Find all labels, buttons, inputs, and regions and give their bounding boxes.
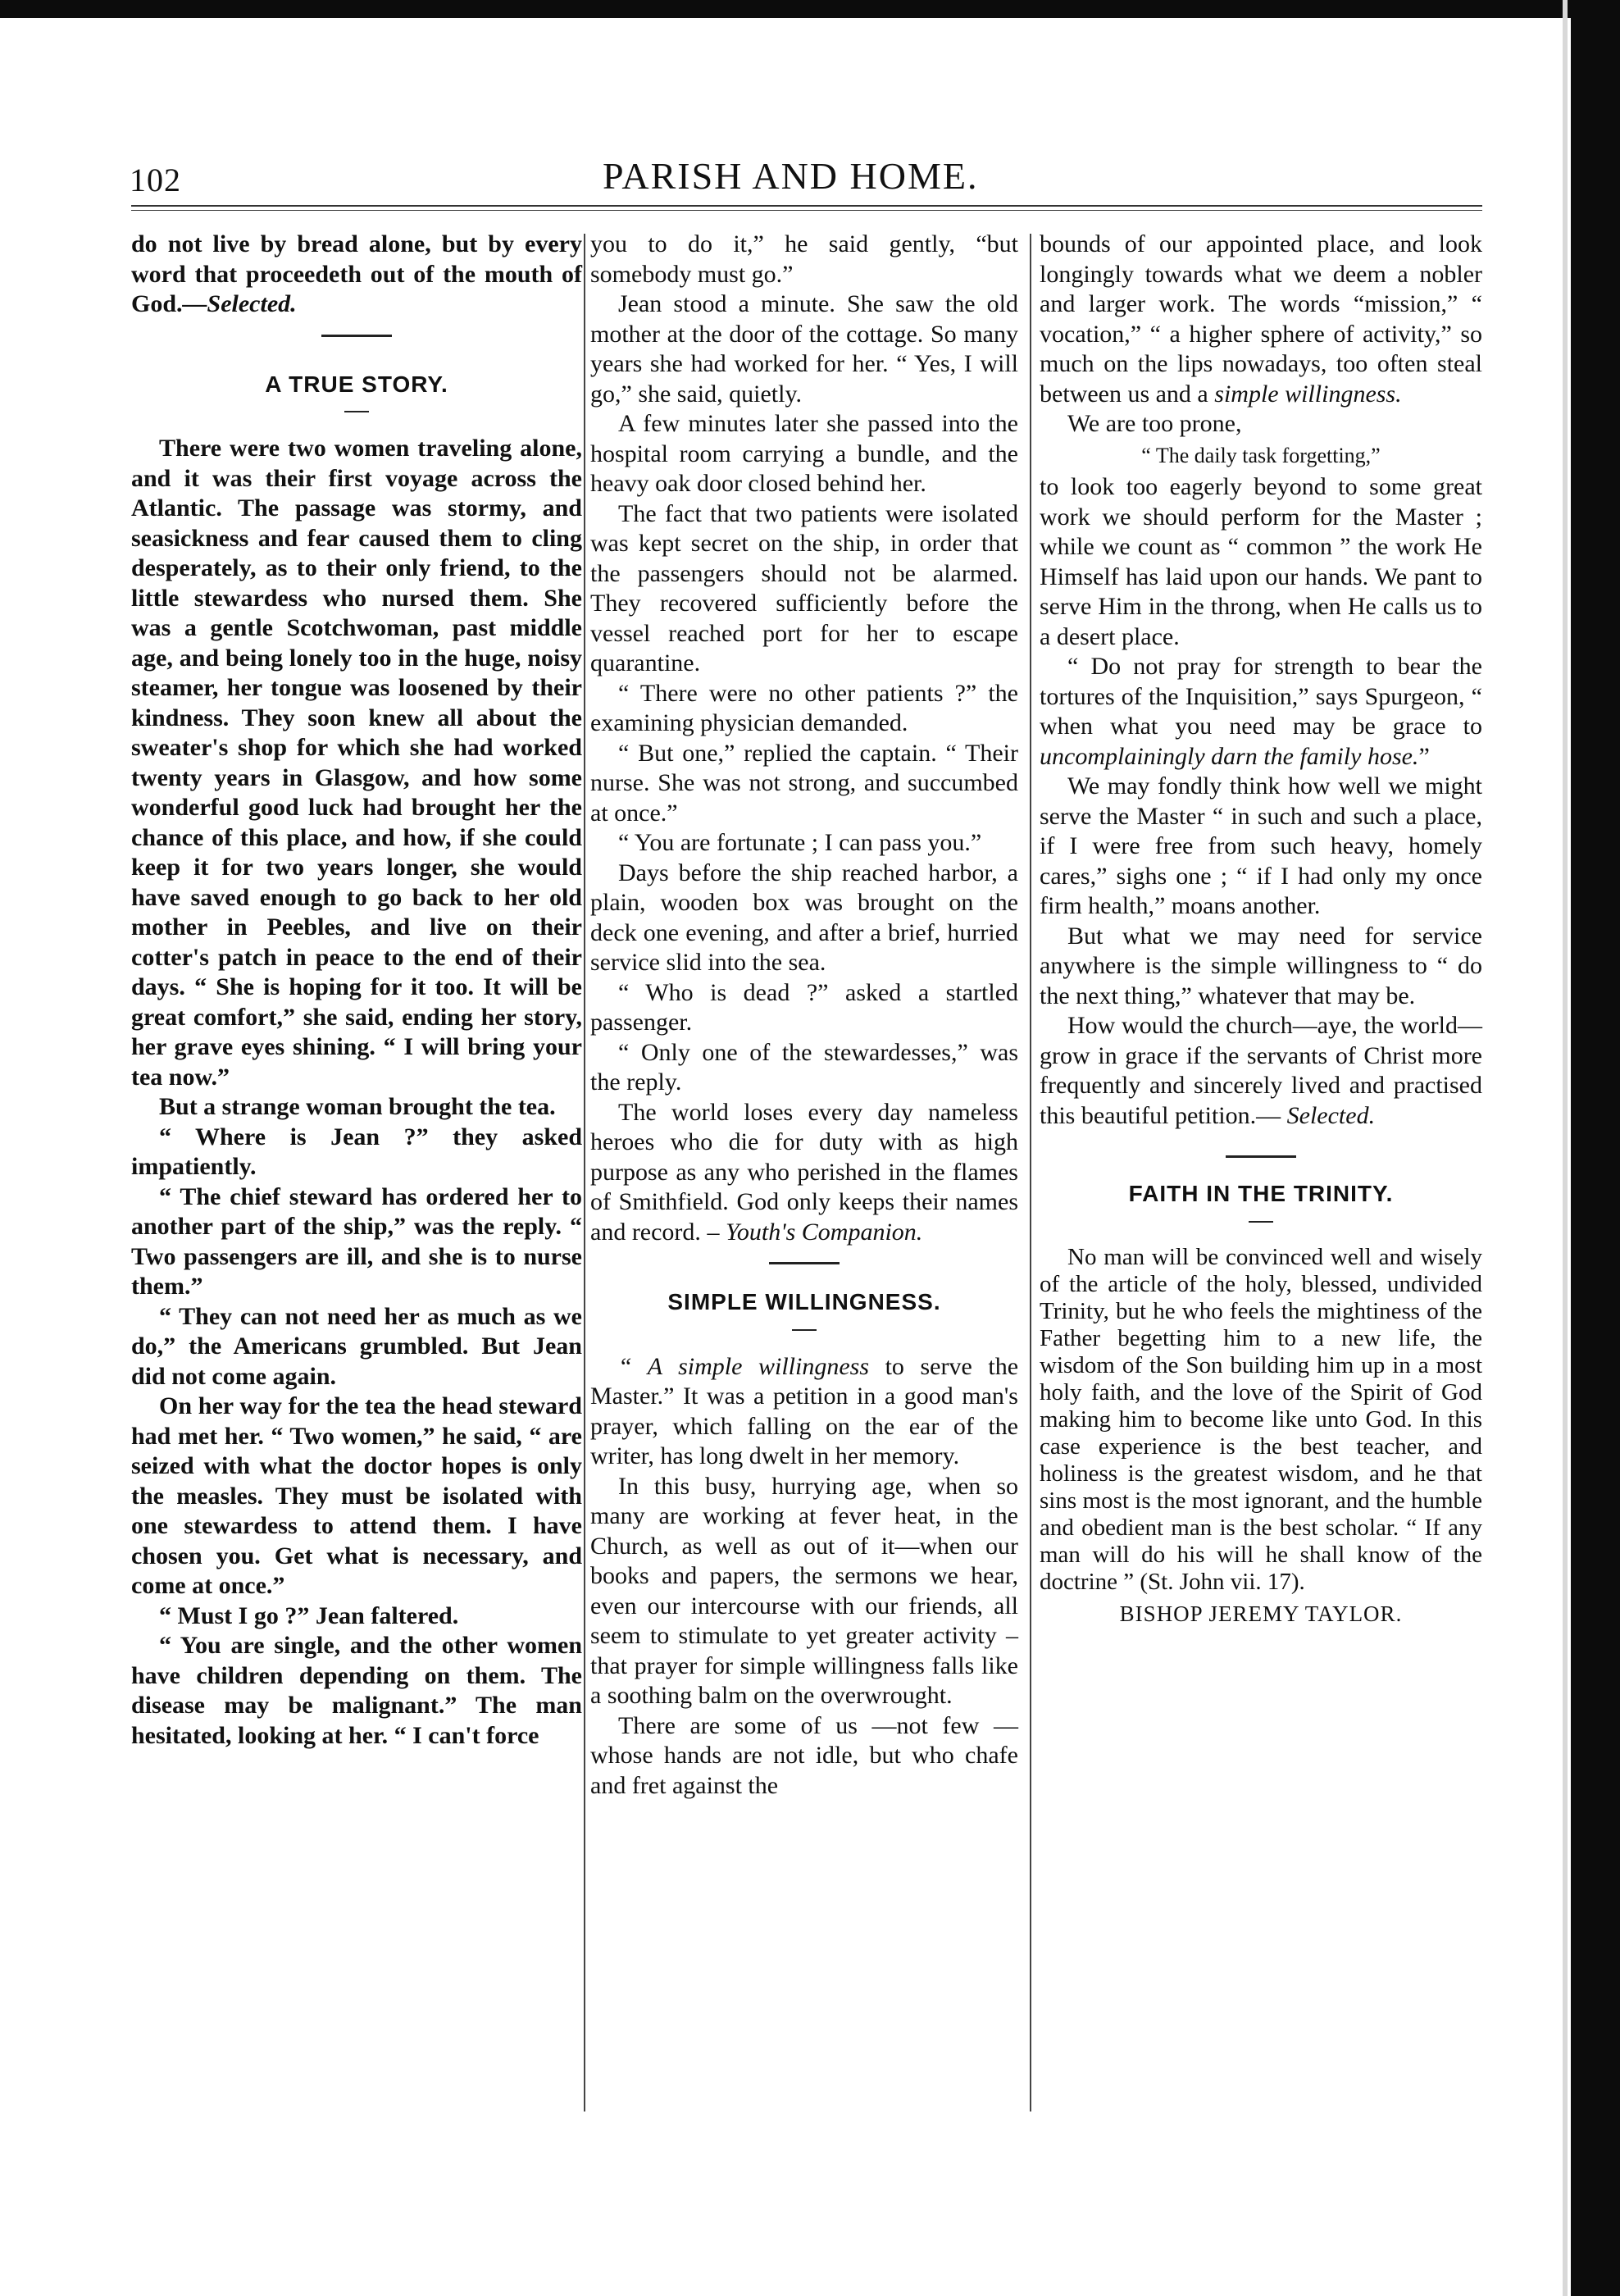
paragraph-text: The world loses every day nameless heroes who die for duty with as high purpose as any who perished in the flames of Smithfield. God only keeps their names and record. [590, 1098, 1018, 1246]
column-3 [1040, 230, 1482, 1629]
intro-text: do not live by bread alone, but by every word that proceedeth out of the mouth of God. [131, 230, 582, 317]
paragraph-text: “ Do not pray for strength to bear the tortures of the Inquisition,” says Spurgeon, “ when what you need may be grace to [1040, 653, 1482, 740]
section-divider [1226, 1155, 1296, 1158]
source-credit: Selected. [1286, 1101, 1376, 1129]
italic-phrase: simple willingness. [1214, 380, 1402, 408]
paragraph: “ Must I go ?” Jean faltered. [159, 1601, 459, 1629]
intro-credit: —Selected. [182, 290, 297, 317]
paragraph: you to do it,” he said gently, “but somebody must go.” [590, 230, 1018, 288]
scan-border-right [1571, 0, 1620, 2296]
paragraph: We may fondly think how well we might serve the Master “ in such and such a place, if I were free from such heavy, homely cares,” sighs one ; “ if I had only my once firm health,” moans another. [1040, 772, 1482, 919]
paragraph [590, 1352, 1018, 1472]
paragraph [1040, 230, 1482, 409]
heading-tick [344, 411, 369, 412]
column-divider-right [1030, 234, 1031, 2112]
closing-paragraph [590, 1098, 1018, 1248]
paragraph: “ There were no other patients ?” the examining physician demanded. [590, 679, 1018, 736]
paragraph: Days before the ship reached harbor, a plain, wooden box was brought on the deck one evening, and after a brief, hurried service slid into the sea. [590, 859, 1018, 976]
paragraph: We are too prone, [1067, 410, 1242, 437]
paragraph: There were two women traveling alone, and it was their first voyage across the Atlantic. The passage was stormy, and seasickness and fear caused them to cling desperately, as to their only friend, to the little stewardess who nursed them. She was a gentle Scotchwoman, past middle age, and being lonely too in the huge, noisy steamer, her tongue was loosened by their kindness. They soon knew all about the sweater's shop for which she had worked twenty years in Glasgow, and how some wonderful good luck had brought her the chance of this place, and how, if she could keep it for two years longer, she would have saved enough to go back to her old mother in Peebles, and live on their cotter's patch in peace to the end of their days. “ She is hoping for it too. It will be great comfort,” she said, ending her story, her grave eyes shining. “ I will bring your tea now.” [131, 435, 582, 1091]
paragraph: “ The chief steward has ordered her to another part of the ship,” was the reply. “ Two passengers are ill, and she is to nurse them.” [131, 1182, 582, 1300]
paragraph: “ You are fortunate ; I can pass you.” [618, 829, 982, 856]
column-divider-left [584, 234, 585, 2112]
header-rule [131, 205, 1482, 207]
column-1 [131, 230, 582, 1751]
page-number: 102 [130, 162, 181, 198]
paragraph: No man will be convinced well and wisely of the article of the holy, blessed, undivided Trinity, but he who feels the mightiness of the Father begetting him to a new life, the wisdom of the Son building him up in a most holy faith, and the love of the Spirit of God making him to become like unto God. In this case experience is the best teacher, and holiness is the greatest wisdom, and he that sins most is the most ignorant, and the humble and obedient man is the best scholar. “ If any man will do his will he shall know of the doctrine ” (St. John vii. 17). [1040, 1243, 1482, 1595]
paragraph: Jean stood a minute. She saw the old mother at the door of the cottage. So many years she had worked for her. “ Yes, I will go,” she said, quietly. [590, 290, 1018, 408]
paragraph [1040, 652, 1482, 772]
heading-simple-willingness: SIMPLE WILLINGNESS. [667, 1289, 941, 1314]
paragraph: “ But one,” replied the captain. “ Their nurse. She was not strong, and succumbed at once.” [590, 739, 1018, 827]
paragraph: “ You are single, and the other women have children depending on them. The disease may be malignant.” The man hesitated, looking at her. “ I can't force [131, 1632, 582, 1749]
column-2 [590, 230, 1018, 1801]
paragraph-text: bounds of our appointed place, and look longingly towards what we deem a nobler and larger work. The words “mission,” “ vocation,” “ a higher sphere of activity,” so much on the lips nowadays, too often steal between us and a [1040, 230, 1482, 408]
paragraph: “ They can not need her as much as we do,” the Americans grumbled. But Jean did not come again. [131, 1302, 582, 1390]
heading-true-story: A TRUE STORY. [265, 371, 448, 397]
heading-tick [1249, 1221, 1273, 1223]
section-divider [769, 1262, 840, 1264]
paragraph-text: ” [1418, 742, 1430, 770]
paragraph: “ Where is Jean ?” they asked impatiently. [131, 1123, 582, 1180]
paragraph: “ Only one of the stewardesses,” was the reply. [590, 1038, 1018, 1096]
paragraph: “ Who is dead ?” asked a startled passenger. [590, 978, 1018, 1036]
running-head: PARISH AND HOME. [603, 155, 979, 197]
section-divider [321, 335, 392, 337]
intro-paragraph [131, 230, 582, 320]
author-signature: BISHOP JEREMY TAYLOR. [1119, 1601, 1403, 1626]
scan-border-top [0, 0, 1620, 18]
paragraph: In this busy, hurrying age, when so many are working at fever heat, in the Church, as well as out of it—when our books and papers, the sermons we hear, even our intercourse with our friends, all seem to stimulate to yet greater activity –that prayer for simple willingness falls like a soothing balm on the overwrought. [590, 1472, 1018, 1709]
paragraph-text: How would the church—aye, the world—grow in grace if the servants of Christ more frequently and sincerely lived and practised this beautiful petition.— [1040, 1012, 1482, 1129]
paragraph: to look too eagerly beyond to some great work we should perform for the Master ; while we count as “ common ” the work He Himself has laid upon our hands. We pant to serve Him in the throng, when He calls us to a desert place. [1040, 473, 1482, 650]
paragraph: But what we may need for service anywhere is the simple willingness to “ do the next thing,” whatever that may be. [1040, 922, 1482, 1009]
source-credit: – Youth's Companion. [707, 1218, 923, 1246]
header-rule-thin [131, 210, 1482, 211]
heading-tick [792, 1329, 817, 1331]
italic-phrase: uncomplainingly darn the family hose. [1040, 742, 1419, 770]
scan-border-gutter [1563, 0, 1568, 2296]
heading-faith-trinity: FAITH IN THE TRINITY. [1128, 1181, 1394, 1206]
paragraph [1040, 1011, 1482, 1131]
paragraph: A few minutes later she passed into the hospital room carrying a bundle, and the heavy oak door closed behind her. [590, 410, 1018, 497]
paragraph: The fact that two patients were isolated was kept secret on the ship, in order that the passengers should not be alarmed. They recovered sufficiently before the vessel reached port for her to escape quarantine. [590, 499, 1018, 676]
paragraph-text: to serve the Master.” It was a petition in a good man's prayer, which falling on the ear of the writer, has long dwelt in her memory. [590, 1352, 1019, 1469]
paragraph: On her way for the tea the head steward had met her. “ Two women,” he said, “ are seized with what the doctor hopes is only the measles. They must be isolated with one stewardess to attend them. I have chosen you. Get what is necessary, and come at once.” [131, 1392, 582, 1599]
italic-quote: “ A simple willingness [618, 1352, 869, 1380]
paragraph: There are some of us —not few —whose hands are not idle, but who chafe and fret against the [590, 1711, 1018, 1799]
verse-quote: “ The daily task forgetting,” [1141, 443, 1381, 467]
paragraph: But a strange woman brought the tea. [159, 1093, 556, 1120]
